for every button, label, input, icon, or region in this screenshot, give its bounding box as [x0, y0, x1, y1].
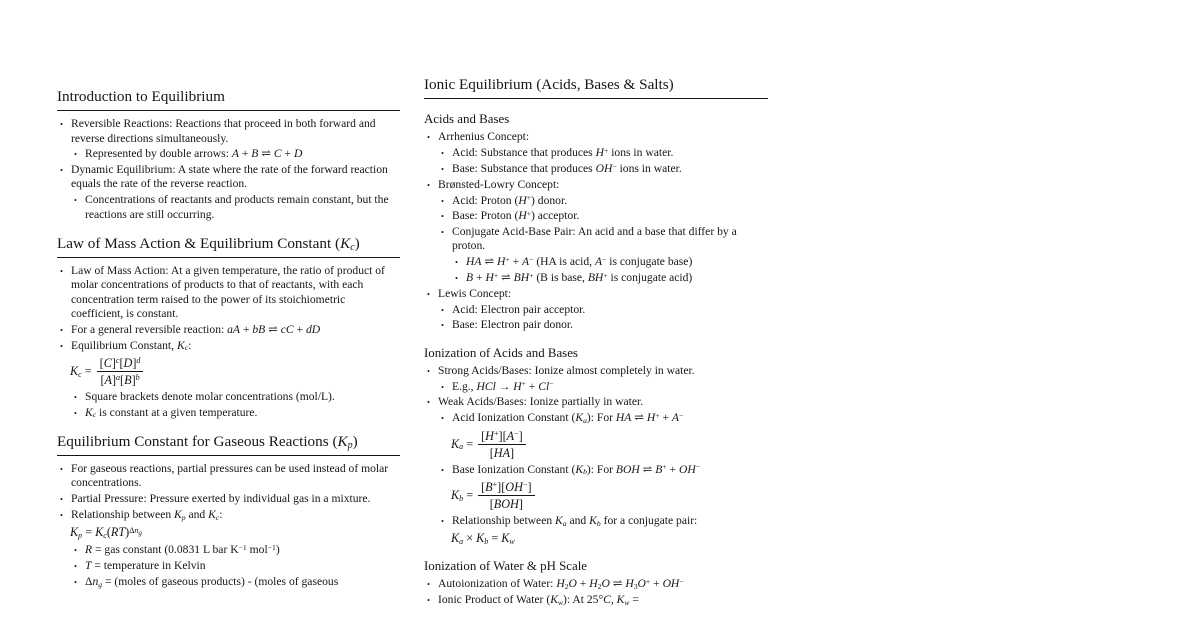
bullet-icon: •: [441, 381, 444, 392]
fraction-numerator: $[C]^c[D]^d$: [97, 356, 144, 372]
list-item: [424, 130, 768, 144]
formula-ka: [451, 429, 768, 460]
section-title-gaseous-reactions: Equilibrium Constant for Gaseous Reactions $(K_p)$: [57, 433, 400, 456]
list-item-text: E.g., HCl → H+ + Cl−: [452, 379, 554, 393]
fraction-numerator: [H+][A−]: [478, 429, 526, 445]
bullet-icon: •: [74, 545, 77, 556]
list-item-text: Partial Pressure: Pressure exerted by individual gas in a mixture.: [71, 492, 371, 506]
bullet-icon: •: [427, 579, 430, 590]
list-item-text: Acid Ionization Constant $(K_a)$: For HA ⇌ H+ + A−: [452, 410, 684, 425]
list-item: [424, 411, 768, 425]
formula-lhs: $K_a$ =: [451, 436, 474, 452]
bullet-icon: •: [441, 195, 444, 206]
list-item: [57, 406, 400, 420]
list-item-text: $\Delta n_g$ = (moles of gaseous products) - (moles of gaseous: [85, 574, 339, 589]
list-item-text: T = temperature in Kelvin: [85, 559, 206, 573]
list-item-text: Base: Proton (H+) acceptor.: [452, 208, 580, 223]
list-item: [424, 395, 768, 409]
list-item-text: Square brackets denote molar concentrations (mol/L).: [85, 389, 335, 403]
fraction-denominator: [HA]: [489, 445, 515, 460]
bullet-icon: •: [455, 257, 458, 268]
list-item: [57, 492, 400, 506]
fraction-denominator: [BOH]: [489, 496, 523, 511]
section-title-ionic-equilibrium: Ionic Equilibrium (Acids, Bases & Salts): [424, 76, 768, 99]
bullet-icon: •: [441, 320, 444, 331]
list-item-text: Relationship between $K_p$ and $K_c$:: [71, 508, 223, 522]
bullet-icon: •: [60, 119, 63, 130]
list-item: [424, 463, 768, 477]
list-item-text: For a general reversible reaction: aA + bB ⇌ cC + dD: [71, 322, 321, 336]
list-item: [424, 194, 768, 208]
fraction-numerator: [B+][OH−]: [478, 480, 534, 496]
list-item-text: Relationship between $K_a$ and $K_b$ for a conjugate pair:: [452, 513, 698, 528]
bullet-icon: •: [441, 464, 444, 475]
list-item: [57, 163, 400, 192]
bullet-icon: •: [60, 494, 63, 505]
bullet-icon: •: [74, 561, 77, 572]
list-item-text: Dynamic Equilibrium: A state where the rate of the forward reaction equals the rate of the reverse reaction.: [71, 163, 388, 191]
bullet-icon: •: [60, 340, 63, 351]
bullet-icon: •: [441, 413, 444, 424]
list-item: [57, 264, 400, 321]
list-item-text: Arrhenius Concept:: [438, 130, 530, 144]
list-item-text: For gaseous reactions, partial pressures can be used instead of molar concentrations.: [71, 462, 389, 490]
list-item-text: Acid: Substance that produces H+ ions in water.: [452, 145, 674, 160]
bullet-icon: •: [441, 211, 444, 222]
list-item-text: Ionic Product of Water $(K_w)$: At 25°C, $K_w$ =: [438, 593, 639, 607]
left-column: [57, 0, 400, 589]
formula-kp: [70, 525, 400, 540]
formula-text: $K_a \times K_b = K_w$: [451, 531, 515, 546]
list-item: [57, 462, 400, 491]
list-item: [424, 287, 768, 301]
list-item: [57, 193, 400, 222]
list-item-text: Represented by double arrows: A + B ⇌ C + D: [85, 147, 303, 161]
subsection-title-ionization-acids-bases: Ionization of Acids and Bases: [424, 345, 578, 360]
list-item-text: R = gas constant (0.0831 L bar $K^{-1}$ mol$^{-1}$): [85, 542, 280, 557]
bullet-icon: •: [427, 132, 430, 143]
bullet-icon: •: [60, 266, 63, 277]
bullet-icon: •: [60, 510, 63, 521]
list-item: [57, 117, 400, 146]
list-item-text: Base: Substance that produces OH− ions in water.: [452, 161, 682, 175]
list-item-text: Equilibrium Constant, $K_c$:: [71, 338, 192, 353]
list-item: [424, 303, 768, 317]
list-item-text: HA ⇌ H+ + A− (HA is acid, A− is conjugate base): [466, 254, 693, 269]
bullet-icon: •: [441, 148, 444, 159]
bullet-icon: •: [427, 595, 430, 606]
list-item: [424, 178, 768, 192]
list-item-text: Weak Acids/Bases: Ionize partially in water.: [438, 395, 644, 409]
list-item: [424, 255, 768, 269]
bullet-icon: •: [441, 304, 444, 315]
list-item-text: Strong Acids/Bases: Ionize almost completely in water.: [438, 363, 695, 377]
subsection-title-acids-and-bases: Acids and Bases: [424, 112, 510, 127]
list-item: [424, 209, 768, 223]
list-item: [57, 147, 400, 161]
list-item: [57, 575, 400, 589]
bullet-icon: •: [427, 397, 430, 408]
formula-text: $K_p = K_c(RT)^{\Delta n_g}$: [70, 525, 142, 541]
bullet-icon: •: [74, 391, 77, 402]
formula-kb: [451, 480, 768, 511]
list-item: [57, 339, 400, 353]
bullet-icon: •: [427, 365, 430, 376]
list-item-text: Acid: Electron pair acceptor.: [452, 302, 586, 316]
list-item: [424, 271, 768, 285]
list-item-text: Base: Electron pair donor.: [452, 318, 574, 332]
bullet-icon: •: [455, 273, 458, 284]
formula-lhs: $K_b$ =: [451, 487, 474, 503]
list-item: [424, 364, 768, 378]
bullet-icon: •: [427, 288, 430, 299]
bullet-icon: •: [441, 227, 444, 238]
bullet-icon: •: [60, 165, 63, 176]
bullet-icon: •: [427, 179, 430, 190]
bullet-icon: •: [441, 515, 444, 526]
subsection-title-ionization-water-ph: Ionization of Water & pH Scale: [424, 559, 588, 574]
list-item: [424, 225, 768, 254]
list-item-text: Conjugate Acid-Base Pair: An acid and a base that differ by a proton.: [452, 225, 737, 253]
bullet-icon: •: [74, 407, 77, 418]
bullet-icon: •: [60, 324, 63, 335]
list-item: [57, 508, 400, 522]
list-item: [57, 390, 400, 404]
section-title-introduction: Introduction to Equilibrium: [57, 88, 400, 111]
list-item: [424, 146, 768, 160]
bullet-icon: •: [74, 195, 77, 206]
list-item: [424, 514, 768, 528]
list-item-text: Autoionization of Water: $H_2O + H_2O$ ⇌ $H_3O^+ + OH^-$: [438, 576, 684, 591]
section-title-law-of-mass-action: Law of Mass Action & Equilibrium Constant $(K_c)$: [57, 235, 400, 258]
bullet-icon: •: [441, 163, 444, 174]
list-item-text: Law of Mass Action: At a given temperature, the ratio of product of molar concentrations of products to that of reactants, with each concentration term raised to the power of its stoichiometric coefficient, is constant.: [71, 264, 385, 320]
list-item-text: Concentrations of reactants and products remain constant, but the reactions are still occurring.: [85, 193, 389, 221]
list-item-text: Base Ionization Constant $(K_b)$: For BOH ⇌ B+ + OH−: [452, 462, 701, 477]
fraction-denominator: $[A]^a[B]^b$: [100, 372, 140, 387]
fraction: [478, 429, 526, 460]
list-item: [57, 559, 400, 573]
list-item: [424, 318, 768, 332]
list-item-text: B + H+ ⇌ BH+ (B is base, BH+ is conjugate acid): [466, 270, 693, 285]
formula-kc: [70, 356, 400, 387]
bullet-icon: •: [74, 576, 77, 587]
list-item-text: Acid: Proton (H+) donor.: [452, 193, 568, 207]
list-item-text: Brønsted-Lowry Concept:: [438, 177, 560, 191]
bullet-icon: •: [60, 464, 63, 475]
list-item-text: Lewis Concept:: [438, 286, 512, 300]
list-item-text: $K_c$ is constant at a given temperature.: [85, 405, 258, 420]
right-column: [424, 0, 768, 607]
formula-ka-kb-kw: [451, 531, 768, 546]
list-item: [424, 380, 768, 394]
fraction: [97, 356, 144, 387]
formula-lhs: $K_c$ =: [70, 363, 92, 379]
list-item: [57, 323, 400, 337]
bullet-icon: •: [74, 149, 77, 160]
list-item-text: Reversible Reactions: Reactions that proceed in both forward and reverse directions simultaneously.: [71, 117, 376, 145]
list-item: [424, 162, 768, 176]
fraction: [478, 480, 534, 511]
list-item: [424, 577, 768, 591]
list-item: [57, 543, 400, 557]
list-item: [424, 593, 768, 607]
